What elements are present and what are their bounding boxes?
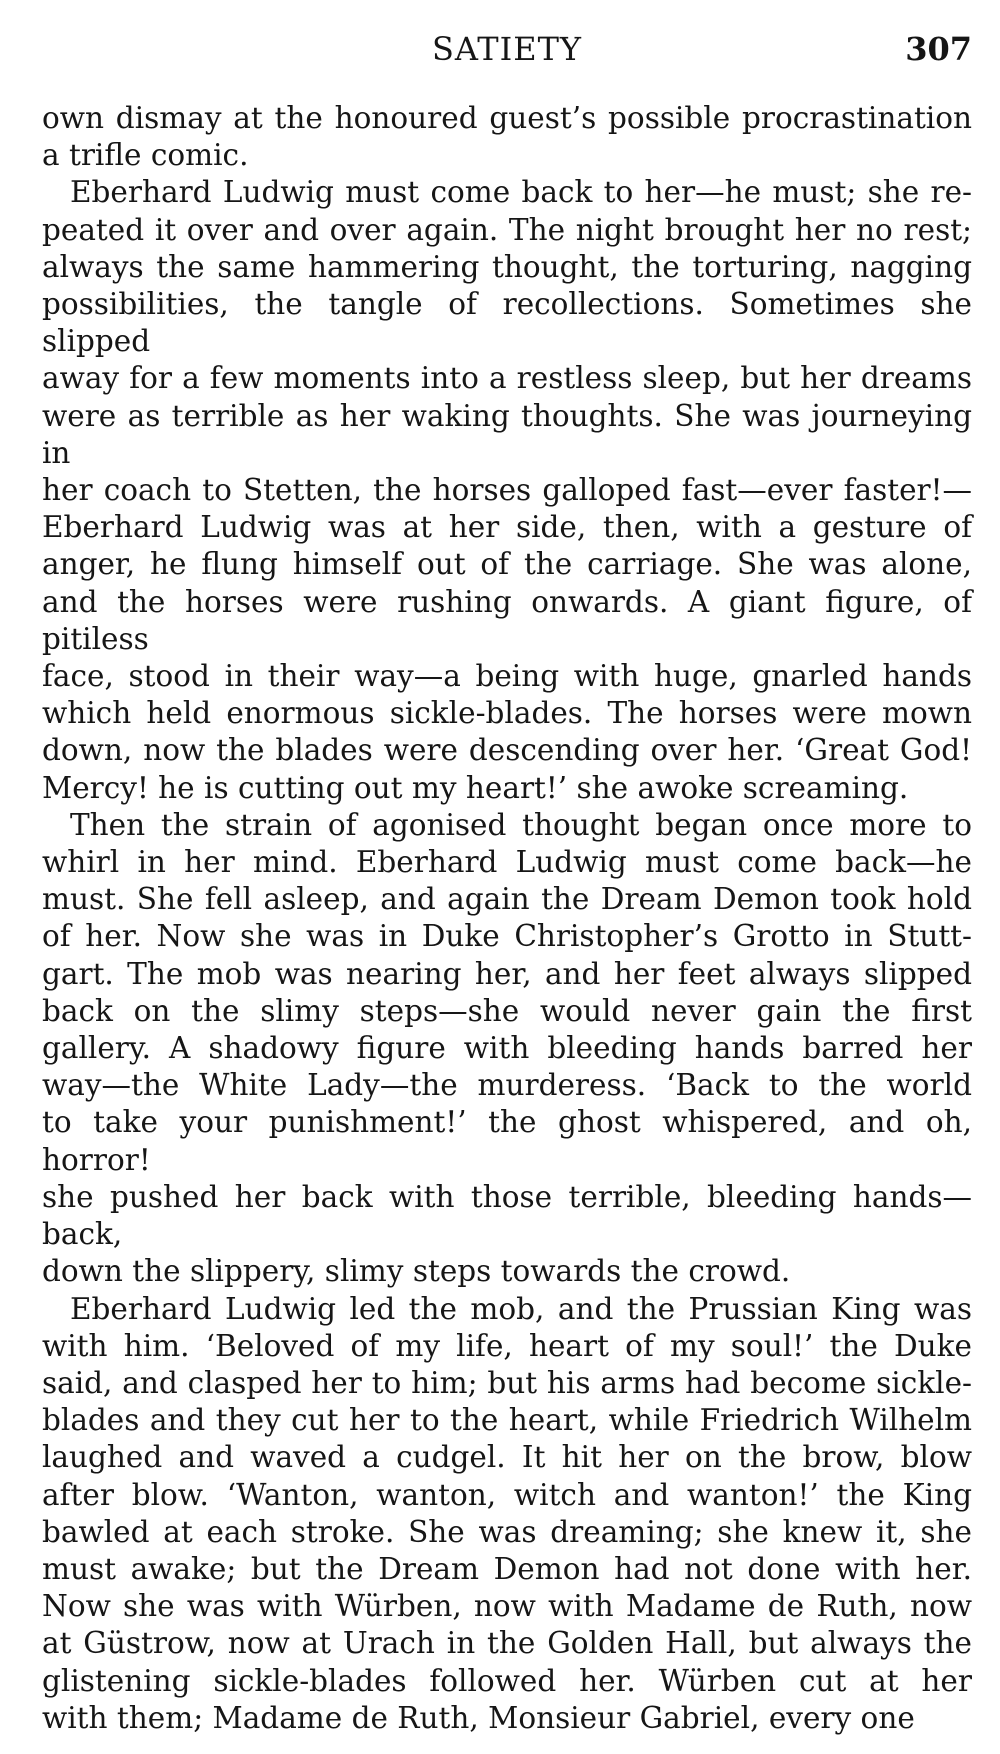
text-line: gart. The mob was nearing her, and her feet always slipped (42, 956, 972, 991)
text-line: she pushed her back with those terrible, bleeding hands—back, (42, 1179, 972, 1252)
text-line: at Güstrow, now at Urach in the Golden Hall, but always the (42, 1626, 972, 1661)
text-line: a trifle comic. (42, 138, 249, 173)
text-line: which held enormous sickle-blades. The horses were mown (42, 696, 972, 731)
text-line: with them; Madame de Ruth, Monsieur Gabriel, every one (42, 1700, 915, 1735)
text-line: Eberhard Ludwig must come back to her—he must; she re- (70, 175, 972, 210)
text-line: glistening sickle-blades followed her. Würben cut at her (42, 1663, 972, 1698)
text-line: said, and clasped her to him; but his arms had become sickle- (42, 1365, 972, 1400)
text-line: must. She fell asleep, and again the Dream Demon took hold (42, 882, 972, 917)
text-line: Eberhard Ludwig led the mob, and the Prussian King was (70, 1291, 972, 1326)
text-line: possibilities, the tangle of recollections. Sometimes she slipped (42, 287, 972, 359)
text-line: way—the White Lady—the murderess. ‘Back to the world (42, 1068, 972, 1103)
text-line: Eberhard Ludwig was at her side, then, with a gesture of (42, 510, 972, 545)
text-line: blades and they cut her to the heart, while Friedrich Wilhelm (42, 1403, 972, 1438)
text-line: always the same hammering thought, the torturing, nagging (42, 249, 972, 284)
running-head (42, 30, 972, 80)
text-line: her coach to Stetten, the horses galloped fast—ever faster!— (42, 473, 972, 508)
page-number: 307 (905, 30, 972, 68)
text-line: bawled at each stroke. She was dreaming; she knew it, she (42, 1514, 972, 1549)
text-line: back on the slimy steps—she would never gain the first (42, 993, 972, 1028)
text-line: face, stood in their way—a being with huge, gnarled hands (42, 659, 972, 694)
text-line: down, now the blades were descending over her. ‘Great God! (42, 733, 972, 768)
text-line: with him. ‘Beloved of my life, heart of my soul!’ the Duke (42, 1328, 972, 1363)
text-line: laughed and waved a cudgel. It hit her on the brow, blow (42, 1440, 972, 1475)
text-line: gallery. A shadowy figure with bleeding hands barred her (42, 1031, 972, 1066)
text-line: down the slippery, slimy steps towards the crowd. (42, 1254, 791, 1289)
running-title: SATIETY (431, 30, 583, 68)
text-line: away for a few moments into a restless sleep, but her dreams (42, 361, 972, 396)
text-line: were as terrible as her waking thoughts. She was journeying in (42, 398, 972, 470)
body-text (42, 100, 972, 1737)
text-line: peated it over and over again. The night brought her no rest; (42, 212, 972, 247)
text-line: of her. Now she was in Duke Christopher’s Grotto in Stutt- (42, 919, 972, 954)
text-line: and the horses were rushing onwards. A giant figure, of pitiless (42, 584, 972, 656)
text-line: whirl in her mind. Eberhard Ludwig must come back—he (42, 845, 972, 880)
text-line: to take your punishment!’ the ghost whispered, and oh, horror! (42, 1105, 972, 1177)
text-line: own dismay at the honoured guest’s possible procrastination (42, 101, 972, 135)
text-line: Now she was with Würben, now with Madame de Ruth, now (42, 1589, 972, 1624)
text-line: Then the strain of agonised thought began once more to (70, 807, 972, 842)
text-line: Mercy! he is cutting out my heart!’ she awoke screaming. (42, 770, 909, 805)
text-line: must awake; but the Dream Demon had not done with her. (42, 1551, 972, 1586)
text-line: anger, he flung himself out of the carriage. She was alone, (42, 547, 972, 582)
text-line: after blow. ‘Wanton, wanton, witch and wanton!’ the King (42, 1477, 972, 1512)
